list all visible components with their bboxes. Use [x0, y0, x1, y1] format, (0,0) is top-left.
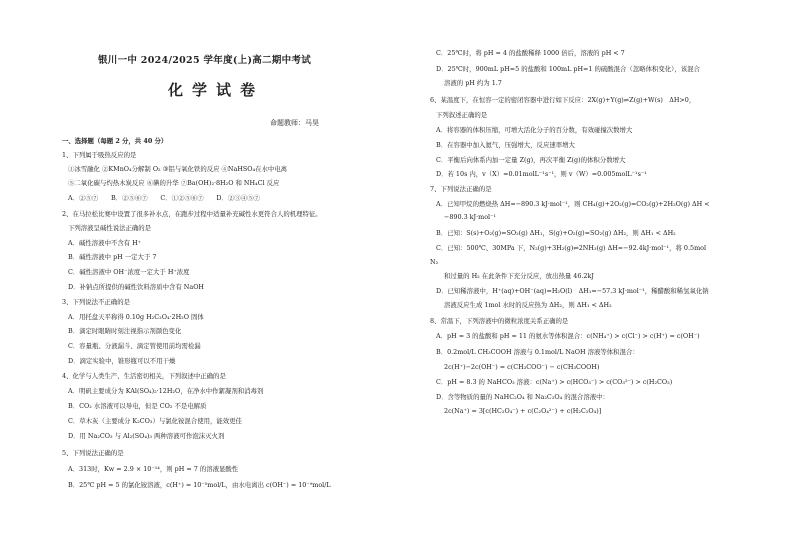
q5-option-a: A．313时，Kw = 2.9 × 10⁻¹⁴，则 pH = 7 的溶液显酸性 — [68, 465, 239, 473]
q2-option-c: C．碱性溶液中 OH⁻浓度一定大于 H⁺浓度 — [68, 268, 190, 276]
q8-option-b-cont: 2c(H⁺)−2c(OH⁻) = c(CH₃COO⁻) − c(CH₃COOH) — [444, 363, 600, 371]
q7-option-c: C．已知：500℃、30MPa 下，N₂(g)+3H₂(g)⇌2NH₃(g) ΔH=−92.4kJ·mol⁻¹，将 0.5mol — [436, 244, 707, 252]
exam-title: 银川一中 2024/2025 学年度(上)高二期中考试 — [98, 55, 312, 66]
q7-option-d: D．已知稀溶液中，H⁺(aq)+OH⁻(aq)=H₂O(l) ΔH₁=−57.3 kJ·mol⁻¹，稀醋酸和稀氢氧化钠 — [436, 287, 709, 295]
q1-options: A．②⑤⑦ B．②⑤⑥⑦ C．①②⑤⑥⑦ D．②③④⑤⑦ — [68, 194, 260, 202]
q6-option-a: A．将容器的体积压缩，可增大活化分子的百分数，有效碰撞次数增大 — [436, 126, 633, 134]
q2-option-d: D．补钠点所提供的碱性饮料溶质中含有 NaOH — [68, 283, 205, 291]
q4-option-d: D．用 Na₂CO₃ 与 Al₂(SO₄)₃ 两种溶液可作泡沫灭火剂 — [68, 432, 225, 440]
question-5: 5、下列说法正确的是 — [62, 449, 124, 457]
q6-stem: 下列叙述正确的是 — [436, 111, 488, 119]
q3-option-d: D．滴定实验中，锥形瓶可以不用干燥 — [68, 357, 176, 365]
q7-option-d-cont: 溶液反应生成 1mol 水时的反应热为 ΔH₂，则 ΔH₁ < ΔH₂ — [444, 301, 612, 309]
q4-option-a: A．明矾主要成分为 KAl(SO₄)₂·12H₂O，在净水中作絮凝剂和消毒剂 — [68, 387, 264, 395]
q2-option-a: A．碱性溶液中不含有 H⁺ — [68, 239, 142, 247]
section-heading: 一、选择题（每题 2 分，共 40 分） — [62, 137, 168, 145]
q3-option-c: C．容量瓶、分液漏斗、滴定管使用前均需检漏 — [68, 342, 201, 350]
q7-option-b: B．已知：S(s)+O₂(g)=SO₂(g) ΔH₁，S(g)+O₂(g)=SO₂(g) ΔH₂，则 ΔH₁ < ΔH₂ — [436, 229, 676, 237]
q7-option-a: A．已知甲烷的燃烧热 ΔH=−890.3 kJ·mol⁻¹，则 CH₄(g)+2O₂(g)=CO₂(g)+2H₂O(g) ΔH < — [436, 200, 710, 208]
q6-option-d: D．若 10s 内，v（X）=0.01molL⁻¹s⁻¹，则 v（W）=0.005molL⁻¹s⁻¹ — [436, 170, 647, 178]
q6-option-c: C．平衡后向体系内加一定量 Z(g)，再次平衡 Z(g)的体积分数增大 — [436, 156, 626, 164]
question-4: 4、化学与人类生产、生活密切相关，下列叙述中正确的是 — [62, 372, 226, 380]
q7-option-a-cont: −890.3 kJ·mol⁻¹ — [444, 213, 497, 221]
q3-option-a: A．用托盘天平称得 0.10g H₂C₂O₄·2H₂O 固体 — [68, 313, 204, 321]
question-1: 1、下列属于吸热反应的是 — [62, 151, 137, 159]
question-3: 3、下列说法不正确的是 — [62, 298, 130, 306]
q8-option-c: C．pH = 8.3 的 NaHCO₃ 溶液：c(Na⁺) > c(HCO₃⁻) > c(CO₃²⁻) > c(H₂CO₃) — [436, 378, 673, 386]
question-7: 7、下列说法正确的是 — [430, 185, 492, 193]
subject-title: 化学试卷 — [168, 81, 265, 99]
author-line: 命题教师：马昊 — [270, 119, 319, 127]
q3-option-b: B．滴定时眼睛时刻注视指示剂颜色变化 — [68, 327, 182, 335]
q5-option-b: B．25℃ pH = 5 的氯化铵溶液，c(H⁺) = 10⁻⁵mol/L，由水电离出 c(OH⁻) = 10⁻⁹mol/L — [68, 481, 331, 489]
q8-option-b: B．0.2mol/L CH₃COOH 溶液与 0.1mol/L NaOH 溶液等体积混合： — [436, 348, 639, 356]
q2-option-b: B．碱性溶液中 pH 一定大于 7 — [68, 253, 157, 261]
q1-items-a: ①冰雪融化 ②KMnO₄分解制 O₂ ③铝与氧化铁的反应 ④NaHSO₄在水中电离 — [68, 165, 288, 173]
question-2: 2、在马拉松比赛中设置了很多补水点，在跑步过程中适量补充碱性水更符合人的机理特征。 — [62, 210, 322, 218]
q2-stem: 下列溶液呈碱性说法正确的是 — [68, 224, 152, 232]
q4-option-b: B．CO₂ 水溶液可以导电，但是 CO₂ 不是电解质 — [68, 402, 207, 410]
q6-option-b: B．在容器中加入氦气，压强增大，反应速率增大 — [436, 141, 575, 149]
q8-option-d-cont: 2c(Na⁺) = 3[c(HC₂O₄⁻) + c(C₂O₄²⁻) + c(H₂C₂O₄)] — [444, 407, 602, 415]
question-8: 8、常温下，下列溶液中的微粒浓度关系正确的是 — [430, 317, 569, 325]
q8-option-d: D．含等物质的量的 NaHC₂O₄ 和 Na₂C₂O₄ 的混合溶液中： — [436, 393, 609, 401]
q4-option-c: C．草木灰（主要成分 K₂CO₃）与氯化铵混合使用，能效更佳 — [68, 417, 242, 425]
q5-option-c: C．25℃时，将 pH = 4 的盐酸稀释 1000 倍后，溶液的 pH < 7 — [436, 49, 625, 57]
q7-option-c-cont: N₂ — [430, 258, 439, 266]
q8-option-a: A．pH = 3 的盐酸和 pH = 11 的氨水等体积混合：c(NH₄⁺) > c(Cl⁻) > c(H⁺) = c(OH⁻) — [436, 332, 700, 340]
q5-option-d-cont: 溶液的 pH 约为 1.7 — [444, 79, 502, 87]
q7-option-c-cont2: 和过量的 H₂ 在此条件下充分反应，放出热量 46.2kJ — [444, 272, 594, 280]
q1-items-b: ⑤二氧化碳与灼热木炭反应 ⑥碘的升华 ⑦Ba(OH)₂·8H₂O 和 NH₄Cl 反应 — [68, 179, 280, 187]
q5-option-d: D．25℃时，900mL pH=5 的盐酸和 100mL pH=1 的硫酸混合（忽略体积变化），该混合 — [436, 65, 700, 73]
question-6: 6、某温度下，在恒容一定的密闭容器中进行如下反应：2X(g)+Y(g)⇌Z(g)+W(s) ΔH>0， — [430, 96, 696, 104]
